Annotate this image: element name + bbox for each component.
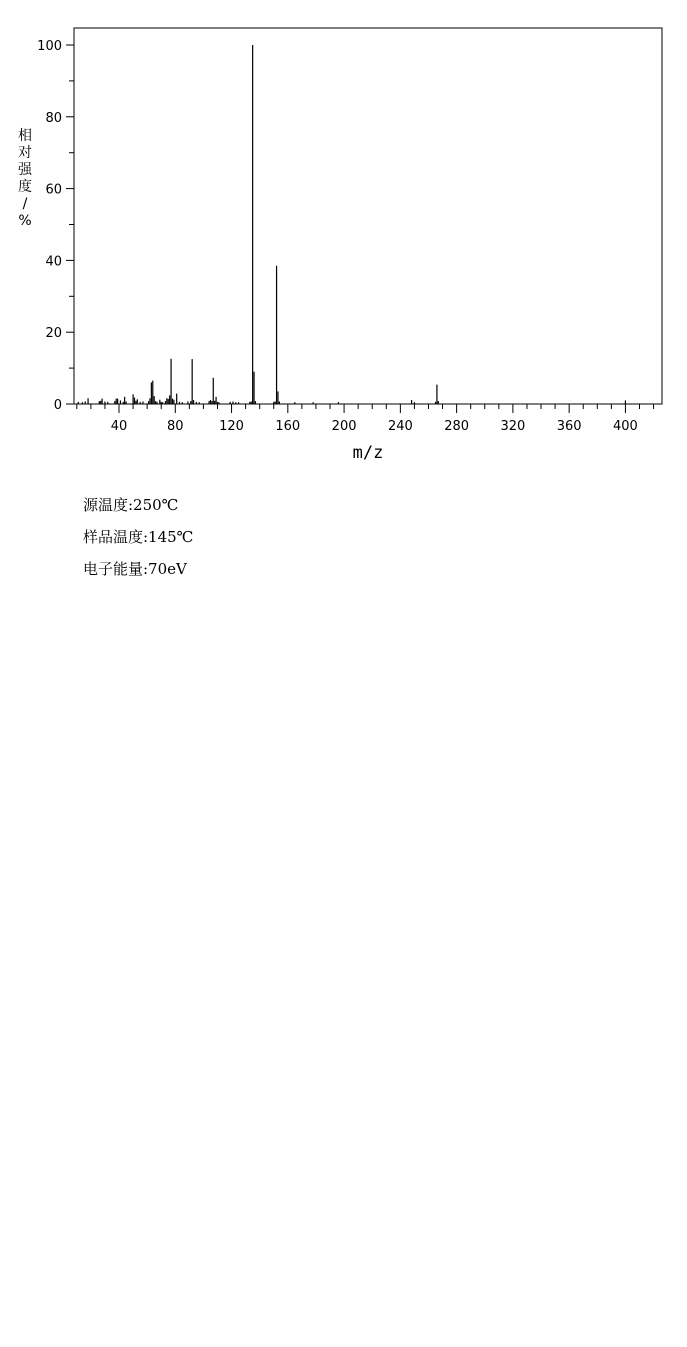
electron-energy: 电子能量:70eV: [83, 560, 187, 578]
y-tick-label: 60: [45, 182, 62, 198]
x-tick-label: 320: [500, 419, 526, 434]
x-axis-label: m/z: [352, 443, 384, 463]
x-tick-label: 360: [556, 419, 582, 434]
sample-temperature: 样品温度:145℃: [83, 528, 194, 546]
y-axis: [37, 39, 74, 413]
plot-frame: [74, 28, 662, 404]
y-axis-label: [18, 127, 33, 229]
mass-spectrum-chart: [0, 0, 687, 470]
source-temperature: 源温度:250℃: [83, 496, 179, 514]
y-tick-label: 0: [53, 398, 62, 413]
y-tick-label: 80: [45, 110, 62, 126]
x-tick-label: 200: [331, 419, 357, 434]
spectrum-peaks: [78, 45, 625, 404]
x-tick-label: 400: [613, 419, 638, 434]
x-tick-label: 120: [219, 419, 244, 434]
y-axis-label-char: %: [18, 213, 32, 229]
x-axis: [77, 404, 654, 434]
x-tick-label: 80: [167, 419, 184, 434]
y-axis-label-char: /: [22, 196, 28, 212]
y-axis-label-char: 相: [18, 128, 32, 144]
y-tick-label: 100: [37, 39, 62, 54]
y-axis-label-char: 强: [18, 162, 32, 178]
x-tick-label: 240: [387, 419, 413, 434]
y-axis-label-char: 对: [18, 145, 32, 161]
y-tick-label: 20: [45, 326, 62, 342]
y-axis-label-char: 度: [18, 179, 32, 195]
y-tick-label: 40: [45, 254, 62, 270]
x-tick-label: 280: [444, 419, 470, 434]
x-tick-label: 160: [275, 419, 301, 434]
x-tick-label: 40: [110, 419, 128, 434]
